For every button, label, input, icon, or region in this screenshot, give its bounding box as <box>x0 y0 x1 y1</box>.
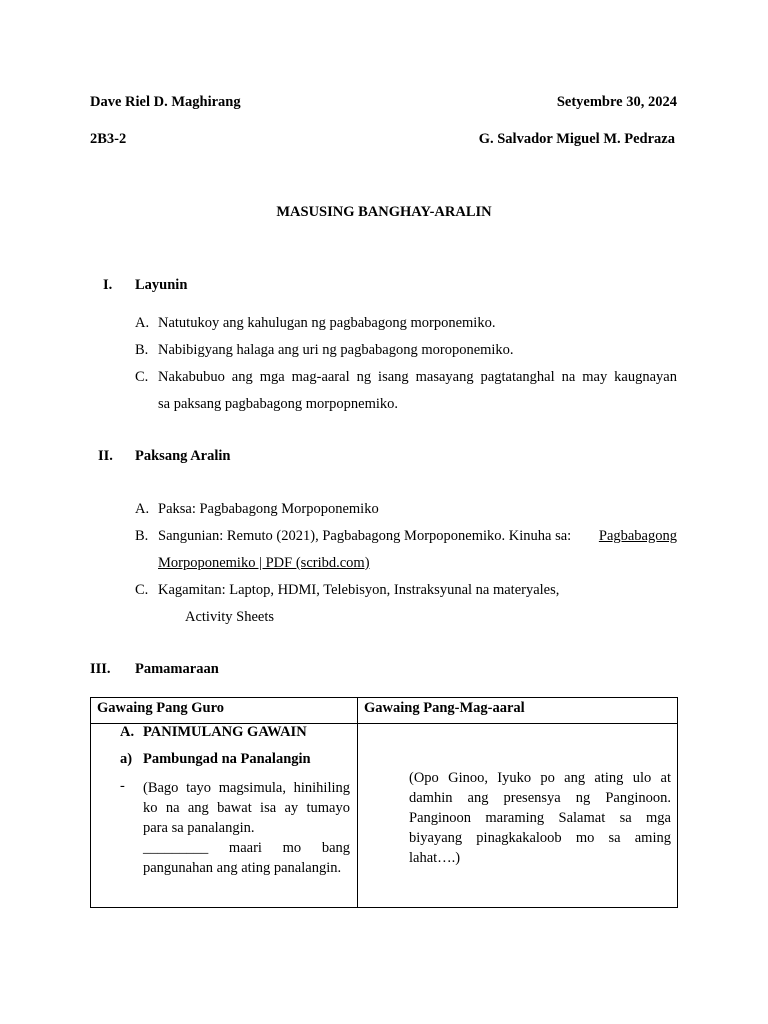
topic-c-letter: C. <box>135 582 149 598</box>
objective-c-text-line2: sa paksang pagbabagong morpopnemiko. <box>158 396 399 412</box>
prayer-word-maari: maari <box>228 840 262 856</box>
section-2-heading: Paksang Aralin <box>135 448 231 464</box>
response-line-3: Panginoon maraming Salamat sa mga <box>409 810 671 826</box>
prayer-instruction <box>143 778 350 878</box>
prayer-word-bang: bang <box>321 840 350 856</box>
topic-b-line2 <box>158 555 370 572</box>
col-header-student: Gawaing Pang-Mag-aaral <box>358 698 678 724</box>
section-3-heading: Pamamaraan <box>135 661 219 677</box>
section-code: 2B3-2 <box>90 131 127 147</box>
topic-a-text: Paksa: Pagbabagong Morpoponemiko <box>158 501 379 517</box>
topic-b-text: Sangunian: Remuto (2021), Pagbabagong Morpoponemiko. Kinuha sa: <box>158 528 572 544</box>
response-line-1: (Opo Ginoo, Iyuko po ang ating ulo at <box>409 770 671 786</box>
teacher-name: G. Salvador Miguel M. Pedraza <box>478 131 675 147</box>
sub-a-title: Pambungad na Panalangin <box>143 751 311 767</box>
sub-a-letter: a) <box>120 751 133 767</box>
prayer-line-2: ko na ang bawat isa ay tumayo <box>143 800 350 816</box>
procedure-table <box>90 697 678 908</box>
topic-c-line1: Kagamitan: Laptop, HDMI, Telebisyon, Instraksyunal na materyales, <box>158 582 560 598</box>
section-2-numeral: II. <box>98 448 113 464</box>
response-line-2: damhin ang presensya ng Panginoon. <box>409 790 671 806</box>
prayer-line-1: (Bago tayo magsimula, hinihiling <box>143 780 350 796</box>
table-row <box>91 724 678 908</box>
part-a-title: PANIMULANG GAWAIN <box>143 724 307 740</box>
objective-c-letter: C. <box>135 369 149 385</box>
section-1-heading: Layunin <box>135 277 188 293</box>
objective-b-text: Nabibigyang halaga ang uri ng pagbabagong moroponemiko. <box>158 342 514 358</box>
prayer-line-3: para sa panalangin. <box>143 820 255 836</box>
objective-a-text: Natutukoy ang kahulugan ng pagbabagong morponemiko. <box>158 315 496 331</box>
objective-c-text-line1: Nakabubuo ang mga mag-aaral ng isang masayang pagtatanghal na may kaugnayan <box>158 369 677 385</box>
student-response <box>409 768 671 868</box>
student-name: Dave Riel D. Maghirang <box>90 94 241 110</box>
bullet-dash: - <box>120 778 125 794</box>
reference-link-part1[interactable]: Pagbabagong <box>598 528 677 544</box>
response-line-4: biyayang pinagkakaloob mo sa aming <box>409 830 671 846</box>
table-header-row <box>91 698 678 724</box>
topic-a-letter: A. <box>135 501 150 517</box>
col-header-teacher: Gawaing Pang Guro <box>91 698 358 724</box>
prayer-line-4 <box>143 838 350 858</box>
objective-b-letter: B. <box>135 342 149 358</box>
prayer-line-5: pangunahan ang ating panalangin. <box>143 860 342 876</box>
topic-b-line1 <box>158 528 677 545</box>
reference-link-part2[interactable]: Morpoponemiko | PDF (scribd.com) <box>158 555 370 571</box>
section-1-numeral: I. <box>103 277 113 293</box>
teacher-cell <box>91 724 358 908</box>
prayer-word-mo: mo <box>282 840 302 856</box>
date: Setyembre 30, 2024 <box>556 94 677 110</box>
student-cell <box>358 724 678 908</box>
response-line-5: lahat….) <box>409 850 461 866</box>
page-title: MASUSING BANGHAY-ARALIN <box>276 204 492 220</box>
objective-a-letter: A. <box>135 315 150 331</box>
topic-b-letter: B. <box>135 528 149 544</box>
section-3-numeral: III. <box>90 661 111 677</box>
name-blank: _________ <box>143 840 209 856</box>
topic-c-line2: Activity Sheets <box>185 609 275 625</box>
part-a-letter: A. <box>120 724 135 740</box>
